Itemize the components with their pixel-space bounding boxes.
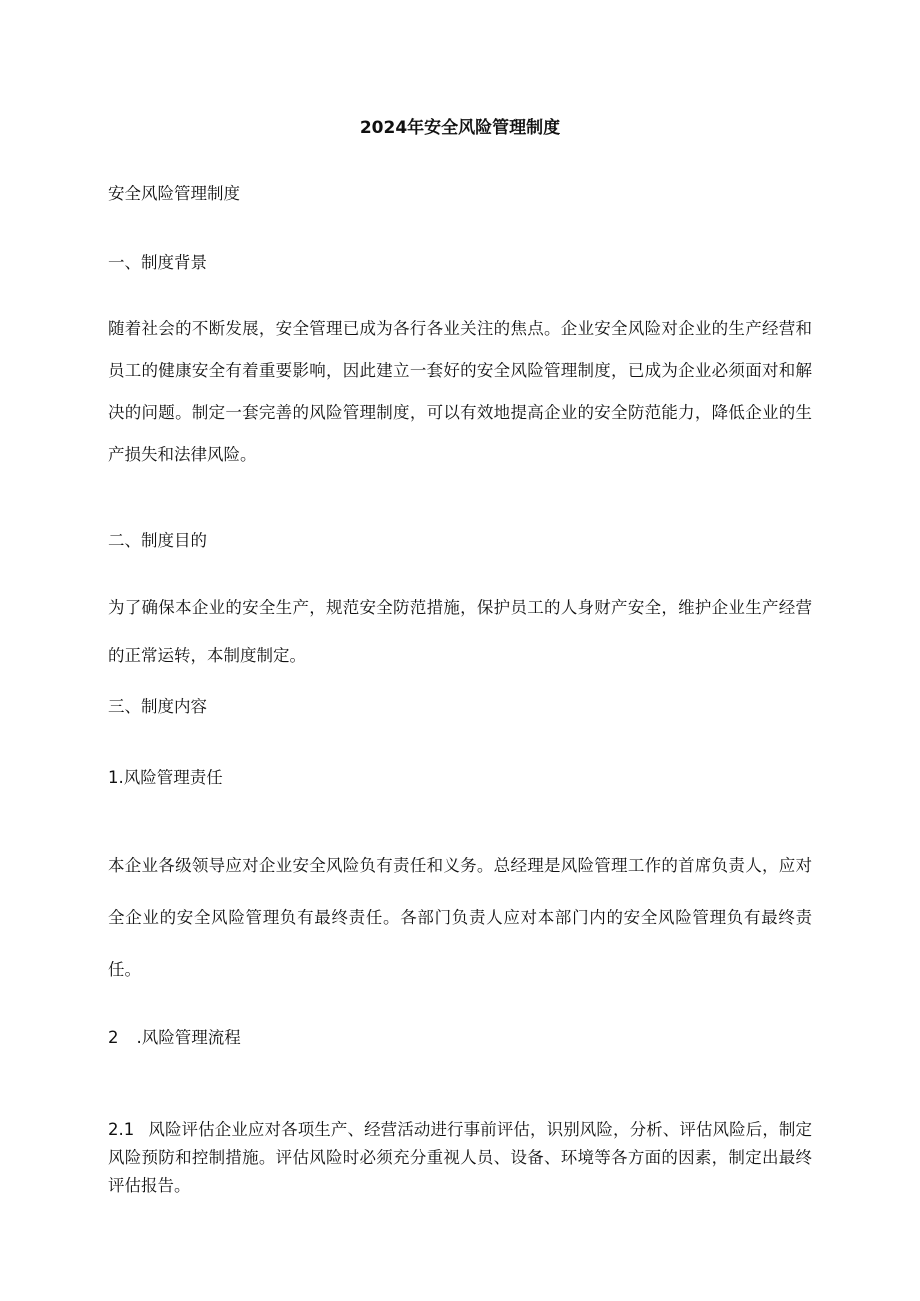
paragraph-purpose: 为了确保本企业的安全生产，规范安全防范措施，保护员工的人身财产安全，维护企业生产经营的正常运转，本制度制定。 xyxy=(108,598,812,665)
document-title: 2024年安全风险管理制度 xyxy=(359,118,561,138)
paragraph-risk-assessment xyxy=(108,1116,812,1200)
section-heading-content: 三、制度内容 xyxy=(108,697,207,716)
paragraph-responsibility: 本企业各级领导应对企业安全风险负有责任和义务。总经理是风险管理工作的首席负责人，应对全企业的安全风险管理负有最终责任。各部门负责人应对本部门内的安全风险管理负有最终责任。 xyxy=(108,856,812,979)
item-number: 2 xyxy=(108,1028,119,1047)
item-label: .风险管理流程 xyxy=(136,1028,241,1047)
subitem-number: 2.1 xyxy=(108,1120,135,1139)
section-heading-background: 一、制度背景 xyxy=(108,253,207,272)
item-heading-process xyxy=(108,1026,241,1050)
item-heading-responsibility: 1.风险管理责任 xyxy=(108,768,223,787)
paragraph-background: 随着社会的不断发展，安全管理已成为各行各业关注的焦点。企业安全风险对企业的生产经营和员工的健康安全有着重要影响，因此建立一套好的安全风险管理制度，已成为企业必须面对和解决的问题。制定一套完善的风险管理制度，可以有效地提高企业的安全防范能力，降低企业的生产损失和法律风险。 xyxy=(108,319,812,464)
document-subtitle: 安全风险管理制度 xyxy=(108,184,240,203)
subitem-text: 风险评估企业应对各项生产、经营活动进行事前评估，识别风险，分析、评估风险后，制定风险预防和控制措施。评估风险时必须充分重视人员、设备、环境等各方面的因素，制定出最终评估报告。 xyxy=(108,1120,812,1195)
section-heading-purpose: 二、制度目的 xyxy=(108,531,207,550)
